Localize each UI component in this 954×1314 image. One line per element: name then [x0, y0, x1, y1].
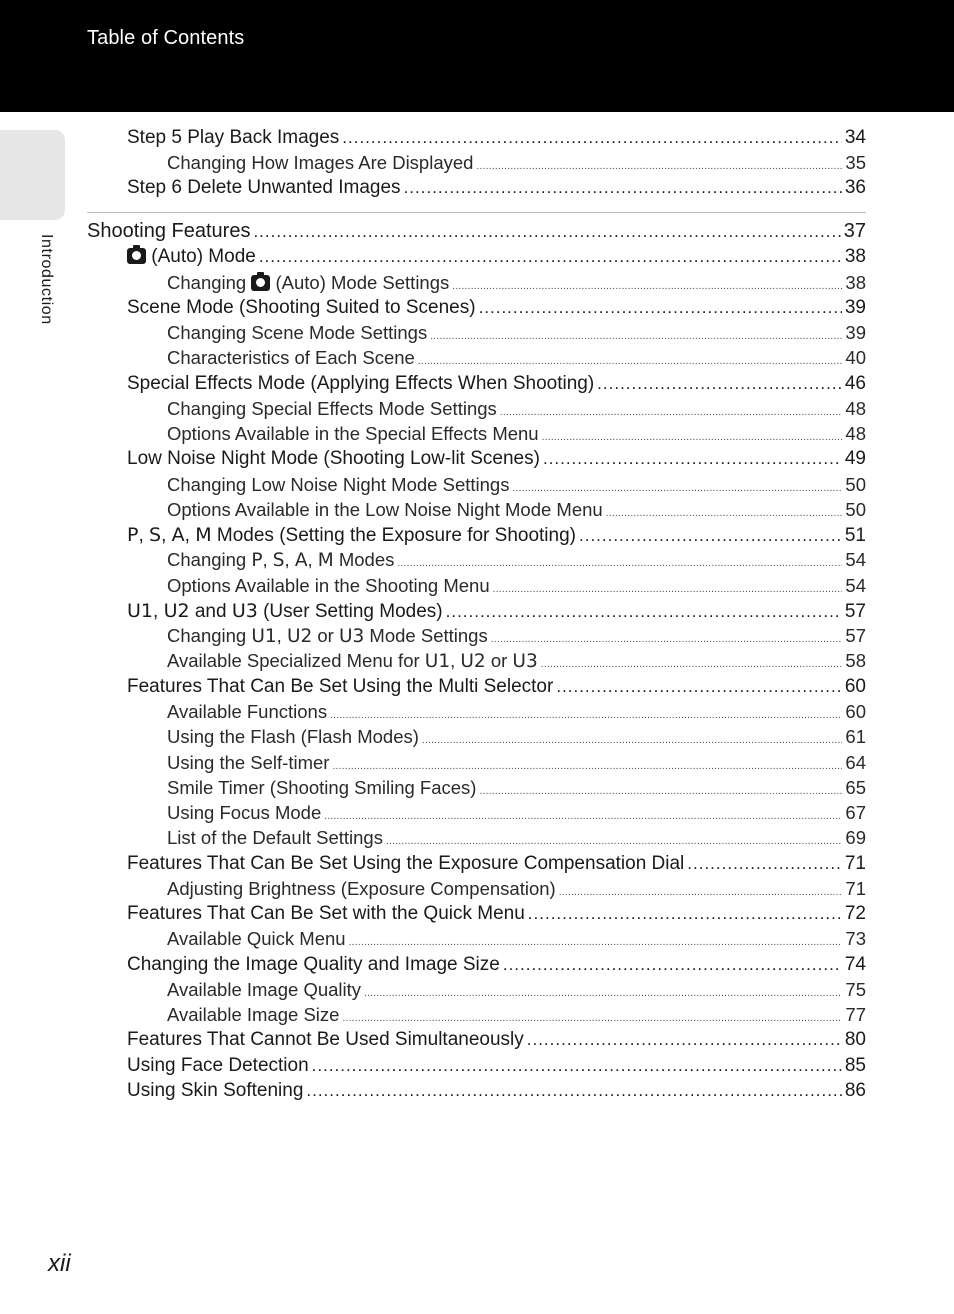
mode-symbol-u3: U3 — [512, 651, 538, 672]
toc-entry-title — [167, 752, 329, 774]
dot-leader — [542, 432, 843, 443]
dot-leader — [512, 483, 842, 494]
toc-entry-title — [167, 347, 415, 369]
toc-entry-text: or — [485, 650, 513, 671]
dot-leader — [556, 677, 842, 697]
dot-leader — [253, 222, 840, 242]
dot-leader — [349, 937, 843, 948]
toc-entry-text: Changing Low Noise Night Mode Settings — [167, 474, 510, 495]
toc-entry-page: 35 — [845, 152, 866, 173]
dot-leader — [404, 178, 842, 198]
toc-entry[interactable] — [127, 903, 866, 928]
toc-entry-text: Available Image Size — [167, 1004, 340, 1025]
toc-entry-title — [87, 220, 250, 243]
toc-entry-title — [127, 127, 339, 149]
toc-entry-title — [127, 373, 594, 395]
toc-entry[interactable] — [127, 600, 866, 625]
toc-entry-page: 71 — [845, 878, 866, 899]
mode-symbol-s: S — [272, 550, 285, 571]
toc-entry-text: Available Functions — [167, 701, 328, 722]
dot-leader — [330, 710, 842, 721]
section-divider — [87, 212, 866, 213]
toc-entry-text: Smile Timer (Shooting Smiling Faces) — [167, 777, 477, 798]
dot-leader — [418, 356, 843, 367]
toc-entry-title — [127, 676, 553, 698]
toc-entry[interactable] — [167, 928, 866, 953]
toc-entry[interactable] — [127, 297, 866, 322]
toc-entry-page: 50 — [845, 474, 866, 495]
toc-entry[interactable] — [167, 423, 866, 448]
toc-entry-title — [167, 777, 476, 799]
dot-leader — [541, 659, 843, 670]
header-bar — [0, 0, 954, 112]
toc-entry-text: Options Available in the Low Noise Night Mode Menu — [167, 499, 603, 520]
dot-leader — [342, 128, 842, 148]
toc-entry-text: Step 5 Play Back Images — [127, 127, 340, 148]
toc-entry-page: 54 — [845, 549, 866, 570]
toc-entry-title — [127, 246, 256, 268]
toc-entry-title — [127, 448, 540, 470]
toc-entry-text: and — [189, 601, 232, 622]
toc-entry-title — [167, 1004, 339, 1026]
toc-entry[interactable] — [127, 853, 866, 878]
toc-entry-text: Adjusting Brightness (Exposure Compensation) — [167, 878, 556, 899]
toc-entry[interactable] — [167, 499, 866, 524]
toc-entry-page: 75 — [845, 979, 866, 1000]
toc-entry-title — [127, 1080, 303, 1102]
toc-entry[interactable] — [167, 347, 866, 372]
toc-entry-page: 67 — [845, 802, 866, 823]
toc-entry-text: Special Effects Mode (Applying Effects When Shooting) — [127, 373, 595, 394]
toc-entry[interactable] — [127, 246, 866, 271]
toc-entry-page: 36 — [844, 177, 866, 198]
toc-entry[interactable] — [87, 220, 866, 245]
mode-symbol-u2: U2 — [286, 626, 313, 647]
dot-leader — [503, 955, 842, 975]
toc-entry-page: 39 — [844, 297, 866, 318]
toc-entry[interactable] — [127, 676, 866, 701]
toc-entry[interactable] — [127, 127, 866, 152]
dot-leader — [479, 786, 842, 797]
toc-entry[interactable] — [167, 322, 866, 347]
toc-entry-text: Using the Self-timer — [167, 752, 330, 773]
toc-entry-title — [167, 272, 449, 294]
toc-entry-text: Scene Mode (Shooting Suited to Scenes) — [127, 297, 476, 318]
toc-entry-page: 77 — [845, 1004, 866, 1025]
toc-entry-title — [127, 524, 576, 547]
toc-entry[interactable] — [167, 701, 866, 726]
toc-entry-text: , — [184, 525, 196, 546]
dot-leader — [342, 1013, 842, 1024]
toc-entry-text: Options Available in the Shooting Menu — [167, 575, 490, 596]
mode-symbol-m: M — [195, 524, 212, 546]
camera-auto-icon — [251, 275, 270, 291]
toc-entry-text: , — [161, 525, 172, 546]
toc-entry-page: 64 — [845, 752, 866, 773]
toc-entry-text: Changing the Image Quality and Image Size — [127, 954, 500, 975]
toc-entry-title — [167, 802, 321, 824]
mode-symbol-p: P — [251, 550, 263, 571]
dot-leader — [479, 298, 842, 318]
toc-entry-page: 57 — [844, 601, 866, 622]
toc-entry-page: 38 — [844, 246, 866, 267]
toc-entry-page: 50 — [845, 499, 866, 520]
camera-auto-icon — [127, 248, 146, 264]
dot-leader — [606, 508, 843, 519]
dot-leader — [422, 735, 843, 746]
toc-entry-text: (Auto) Mode Settings — [270, 272, 450, 293]
toc-entry-text: Using Focus Mode — [167, 802, 322, 823]
toc-entry-title — [127, 853, 684, 875]
toc-entry-page: 38 — [845, 272, 866, 293]
toc-entry-title — [127, 600, 443, 623]
toc-entry-title — [127, 297, 476, 319]
toc-entry[interactable] — [167, 272, 866, 297]
toc-entry-text: Options Available in the Special Effects Menu — [167, 423, 539, 444]
toc-entry-page: 61 — [845, 726, 866, 747]
toc-entry[interactable] — [167, 979, 866, 1004]
mode-symbol-u3: U3 — [338, 626, 365, 647]
mode-symbol-a: A — [171, 524, 185, 546]
toc-entry-title — [127, 1055, 309, 1077]
toc-entry-page: 85 — [844, 1055, 866, 1076]
dot-leader — [452, 281, 842, 292]
toc-entry-text: Modes — [333, 549, 395, 570]
toc-entry-text: Features That Can Be Set with the Quick Menu — [127, 903, 525, 924]
toc-entry-title — [167, 726, 419, 748]
toc-entry-title — [167, 549, 394, 571]
toc-entry-text: Changing Scene Mode Settings — [167, 322, 428, 343]
toc-entry-text: Changing — [167, 625, 252, 646]
toc-entry-text: Changing — [167, 549, 252, 570]
dot-leader — [491, 634, 843, 645]
dot-leader — [527, 1030, 842, 1050]
toc-entry-title — [127, 954, 500, 976]
toc-entry-title — [167, 499, 603, 521]
dot-leader — [687, 854, 842, 874]
toc-entry-page: 57 — [845, 625, 866, 646]
toc-entry-text: Available Quick Menu — [167, 928, 346, 949]
toc-entry-text: (User Setting Modes) — [257, 601, 443, 622]
toc-entry-text: (Auto) Mode — [146, 246, 256, 267]
toc-entry-page: 54 — [845, 575, 866, 596]
toc-entry-text: Features That Cannot Be Used Simultaneously — [127, 1029, 524, 1050]
toc-entry[interactable] — [167, 398, 866, 423]
toc-entry-text: , — [450, 650, 461, 671]
toc-entry-text: , — [138, 525, 150, 546]
toc-entry-title — [167, 878, 556, 900]
toc-entry-title — [127, 177, 401, 199]
toc-entry-title — [127, 1029, 524, 1051]
dot-leader — [543, 449, 842, 469]
mode-symbol-u2: U2 — [460, 651, 486, 672]
toc-entry-title — [167, 650, 538, 672]
toc-entry-text: Using Face Detection — [127, 1055, 309, 1076]
dot-leader — [397, 558, 842, 569]
toc-entry[interactable] — [167, 1004, 866, 1029]
toc-entry-text: Using the Flash (Flash Modes) — [167, 726, 419, 747]
toc-entry[interactable] — [127, 373, 866, 398]
toc-entry[interactable] — [127, 1055, 866, 1080]
toc-entry-text: Available Image Quality — [167, 979, 362, 1000]
toc-entry-title — [167, 827, 383, 849]
toc-entry[interactable] — [167, 625, 866, 650]
toc-entry[interactable] — [167, 152, 866, 177]
mode-symbol-s: S — [149, 524, 162, 546]
toc-entry-page: 80 — [844, 1029, 866, 1050]
dot-leader — [324, 811, 842, 822]
toc-entry-title — [127, 903, 525, 925]
toc-entry-text: , — [153, 601, 164, 622]
mode-symbol-m: M — [317, 550, 334, 571]
toc-entry-title — [167, 423, 539, 445]
toc-entry[interactable] — [167, 827, 866, 852]
dot-leader — [500, 407, 843, 418]
toc-entry-text: , — [284, 549, 295, 570]
toc-entry[interactable] — [167, 726, 866, 751]
toc-entry[interactable] — [167, 549, 866, 574]
toc-entry-text: Features That Can Be Set Using the Exposure Compensation Dial — [127, 853, 685, 874]
toc-entry-text: Changing Special Effects Mode Settings — [167, 398, 497, 419]
toc-entry-title — [167, 152, 473, 174]
toc-entry-text: Modes (Setting the Exposure for Shooting) — [211, 525, 576, 546]
toc-entry-text: List of the Default Settings — [167, 827, 383, 848]
toc-entry-page: 39 — [845, 322, 866, 343]
mode-symbol-u1: U1 — [127, 600, 153, 622]
dot-leader — [476, 161, 842, 172]
toc-entry-page: 73 — [845, 928, 866, 949]
dot-leader — [493, 584, 843, 595]
toc-entry[interactable] — [127, 1029, 866, 1054]
toc-entry[interactable] — [127, 1080, 866, 1105]
toc-entry-page: 34 — [844, 127, 866, 148]
mode-symbol-a: A — [294, 550, 308, 571]
toc-entry-page: 46 — [844, 373, 866, 394]
section-tab[interactable] — [0, 130, 65, 220]
dot-leader — [579, 526, 842, 546]
mode-symbol-u1: U1 — [424, 651, 451, 672]
toc-entry-title — [167, 625, 488, 647]
dot-leader — [446, 602, 842, 622]
toc-entry-page: 48 — [845, 398, 866, 419]
toc-entry-page: 86 — [844, 1080, 866, 1101]
toc-entry-page: 65 — [845, 777, 866, 798]
toc-entry[interactable] — [127, 177, 866, 202]
toc-entry-text: Changing How Images Are Displayed — [167, 152, 474, 173]
toc-entry-page: 58 — [845, 650, 866, 671]
toc-entry-title — [167, 398, 497, 420]
dot-leader — [306, 1081, 841, 1101]
toc-entry-text: Characteristics of Each Scene — [167, 347, 415, 368]
toc-entry-page: 71 — [844, 853, 866, 874]
toc-entry[interactable] — [167, 474, 866, 499]
dot-leader — [597, 374, 842, 394]
mode-symbol-u1: U1 — [251, 626, 277, 647]
toc-entry-page: 74 — [844, 954, 866, 975]
dot-leader — [364, 988, 842, 999]
toc-entry-text: Low Noise Night Mode (Shooting Low-lit Scenes) — [127, 448, 540, 469]
toc-entry-page: 51 — [844, 525, 866, 546]
toc-entry-page: 60 — [845, 701, 866, 722]
dot-leader — [259, 247, 842, 267]
toc-entry-text: , — [307, 549, 318, 570]
page-title: Table of Contents — [87, 27, 245, 49]
toc-entry-page: 60 — [844, 676, 866, 697]
toc-entry[interactable] — [167, 878, 866, 903]
dot-leader — [430, 331, 842, 342]
toc-entry[interactable] — [167, 575, 866, 600]
mode-symbol-p: P — [127, 524, 139, 546]
toc-entry-page: 72 — [844, 903, 866, 924]
toc-entry-text: Available Specialized Menu for — [167, 650, 425, 671]
toc-entry-text: Step 6 Delete Unwanted Images — [127, 177, 401, 198]
toc-entry-text: Changing — [167, 272, 252, 293]
toc-entry-text: Features That Can Be Set Using the Multi Selector — [127, 676, 554, 697]
toc-entry-page: 48 — [845, 423, 866, 444]
toc-entry-title — [167, 322, 427, 344]
toc-entry[interactable] — [127, 524, 866, 549]
toc-entry-title — [167, 701, 327, 723]
toc-entry[interactable] — [167, 752, 866, 777]
page-number: xii — [48, 1250, 71, 1277]
toc-entry-page: 40 — [845, 347, 866, 368]
toc-entry-text: , — [276, 625, 287, 646]
toc-entry-title — [167, 474, 509, 496]
toc-entry-title — [167, 979, 361, 1001]
toc-entry-title — [167, 928, 346, 950]
toc-entry[interactable] — [127, 448, 866, 473]
dot-leader — [312, 1056, 842, 1076]
toc-entry[interactable] — [167, 650, 866, 675]
toc-entry-text: Shooting Features — [87, 220, 251, 242]
toc-entry-text: Mode Settings — [364, 625, 488, 646]
toc-entry-page: 69 — [845, 827, 866, 848]
toc-entry-page: 49 — [844, 448, 866, 469]
mode-symbol-u2: U2 — [163, 600, 190, 622]
toc-entry-text: , — [262, 549, 273, 570]
section-tab-label: Introduction — [38, 234, 55, 325]
toc-entry-text: Using Skin Softening — [127, 1080, 304, 1101]
toc-entry-title — [167, 575, 490, 597]
toc-entry-text: or — [312, 625, 339, 646]
dot-leader — [559, 887, 843, 898]
dot-leader — [528, 904, 842, 924]
toc-entry-page: 37 — [843, 220, 866, 242]
mode-symbol-u3: U3 — [231, 600, 258, 622]
toc-entry[interactable] — [167, 777, 866, 802]
toc-entry[interactable] — [167, 802, 866, 827]
dot-leader — [332, 761, 842, 772]
toc-entry[interactable] — [127, 954, 866, 979]
dot-leader — [386, 836, 842, 847]
